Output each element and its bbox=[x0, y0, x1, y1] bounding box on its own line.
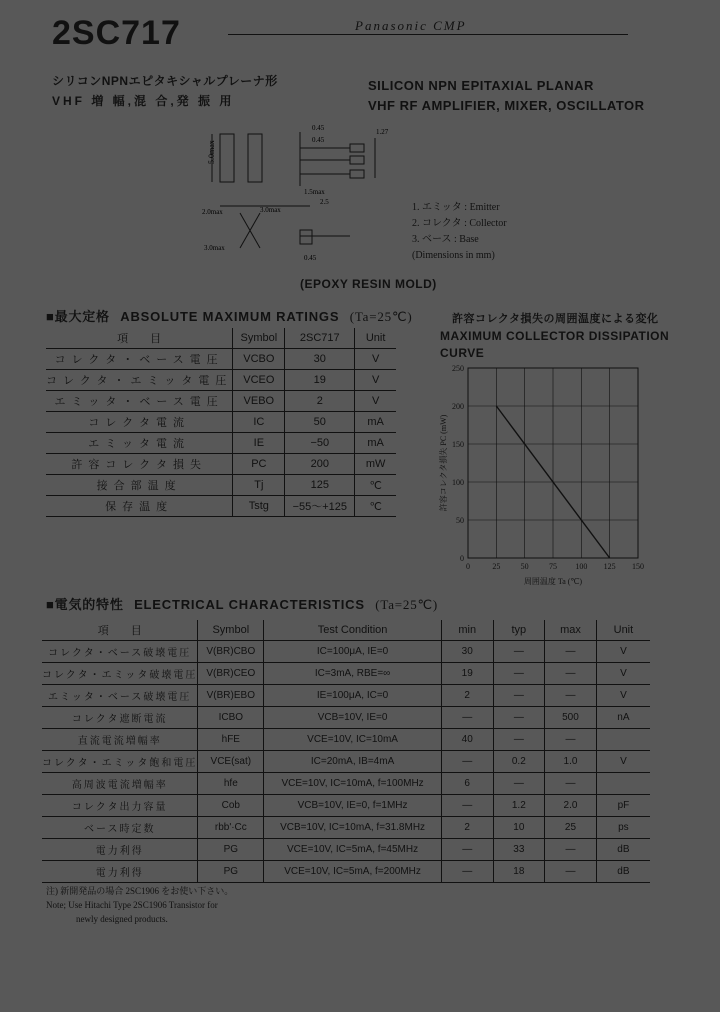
table-cell-typ: — bbox=[493, 685, 545, 707]
table-cell-symbol: V(BR)CEO bbox=[198, 663, 264, 685]
table-cell-cond: IC=20mA, IB=4mA bbox=[264, 751, 442, 773]
dim-label: 1.5max bbox=[304, 188, 325, 196]
elec-table bbox=[42, 620, 650, 883]
table-cell-unit: ℃ bbox=[355, 496, 396, 517]
table-cell-unit: V bbox=[355, 370, 396, 391]
dissipation-chart bbox=[436, 360, 656, 590]
dim-label: 0.45 bbox=[312, 136, 325, 144]
pin-emitter: 1. エミッタ : Emitter bbox=[412, 202, 500, 213]
table-cell-max: — bbox=[545, 685, 597, 707]
abs-max-title-jp: ■最大定格 bbox=[46, 309, 110, 324]
table-row bbox=[42, 795, 650, 817]
table-cell-unit bbox=[596, 729, 650, 751]
table-cell-unit: ps bbox=[596, 817, 650, 839]
table-cell-typ: — bbox=[493, 641, 545, 663]
table-cell-unit: dB bbox=[596, 839, 650, 861]
table-cell-typ: 18 bbox=[493, 861, 545, 883]
table-cell-symbol: Cob bbox=[198, 795, 264, 817]
table-row bbox=[42, 839, 650, 861]
table-row bbox=[46, 433, 396, 454]
table-cell-item: コレクタ・ベース破壊電圧 bbox=[42, 641, 198, 663]
dim-label: 3.0max bbox=[260, 206, 281, 214]
column-header: Unit bbox=[596, 620, 650, 641]
table-cell-symbol: VEBO bbox=[233, 391, 285, 412]
table-cell-item: 許容コレクタ損失 bbox=[46, 454, 233, 475]
table-cell-item: 接合部温度 bbox=[46, 475, 233, 496]
table-cell-unit: V bbox=[355, 349, 396, 370]
table-cell-max: 2.0 bbox=[545, 795, 597, 817]
table-cell-symbol: ICBO bbox=[198, 707, 264, 729]
y-tick-label: 0 bbox=[460, 554, 464, 563]
table-cell-symbol: IE bbox=[233, 433, 285, 454]
dim-label: 0.45 bbox=[304, 254, 317, 262]
table-row bbox=[46, 391, 396, 412]
table-row bbox=[46, 496, 396, 517]
table-cell-unit: mW bbox=[355, 454, 396, 475]
table-cell-typ: 10 bbox=[493, 817, 545, 839]
table-cell-symbol: Tstg bbox=[233, 496, 285, 517]
table-cell-value: 50 bbox=[285, 412, 355, 433]
table-cell-value: 30 bbox=[285, 349, 355, 370]
part-number: 2SC717 bbox=[52, 14, 181, 52]
table-cell-value: −50 bbox=[285, 433, 355, 454]
table-cell-min: — bbox=[441, 839, 493, 861]
table-cell-max: 25 bbox=[545, 817, 597, 839]
table-cell-cond: VCE=10V, IC=10mA, f=100MHz bbox=[264, 773, 442, 795]
table-cell-symbol: VCE(sat) bbox=[198, 751, 264, 773]
column-header: min bbox=[441, 620, 493, 641]
column-header: Unit bbox=[355, 328, 396, 349]
table-cell-item: 高周波電流増幅率 bbox=[42, 773, 198, 795]
table-cell-item: コレクタ電流 bbox=[46, 412, 233, 433]
note-jp: 注) 新開発品の場合 2SC1906 をお使い下さい。 bbox=[46, 886, 234, 896]
column-header: 項 目 bbox=[42, 620, 198, 641]
table-cell-symbol: rbb'·Cc bbox=[198, 817, 264, 839]
table-row bbox=[46, 454, 396, 475]
column-header: max bbox=[545, 620, 597, 641]
table-cell-unit: mA bbox=[355, 433, 396, 454]
table-cell-typ: 1.2 bbox=[493, 795, 545, 817]
table-cell-item: コレクタ遮断電流 bbox=[42, 707, 198, 729]
x-tick-label: 125 bbox=[603, 562, 616, 571]
pin-collector: 2. コレクタ : Collector bbox=[412, 218, 507, 229]
table-row bbox=[46, 412, 396, 433]
table-cell-min: 6 bbox=[441, 773, 493, 795]
table-cell-unit: V bbox=[596, 663, 650, 685]
table-cell-min: — bbox=[441, 707, 493, 729]
table-cell-cond: VCB=10V, IE=0 bbox=[264, 707, 442, 729]
elec-title bbox=[46, 594, 438, 613]
table-cell-cond: IE=100μA, IC=0 bbox=[264, 685, 442, 707]
table-cell-cond: VCE=10V, IC=5mA, f=45MHz bbox=[264, 839, 442, 861]
table-cell-typ: 33 bbox=[493, 839, 545, 861]
pin-list bbox=[412, 200, 507, 264]
table-row bbox=[42, 707, 650, 729]
x-tick-label: 150 bbox=[632, 562, 644, 571]
en-use: VHF RF AMPLIFIER, MIXER, OSCILLATOR bbox=[368, 98, 645, 113]
table-cell-typ: — bbox=[493, 773, 545, 795]
table-cell-symbol: Tj bbox=[233, 475, 285, 496]
dim-label: 2.0max bbox=[202, 208, 223, 216]
abs-max-title bbox=[46, 306, 413, 325]
table-cell-item: コレクタ出力容量 bbox=[42, 795, 198, 817]
dim-label: 3.0max bbox=[204, 244, 225, 252]
table-cell-symbol: VCBO bbox=[233, 349, 285, 370]
table-cell-typ: 0.2 bbox=[493, 751, 545, 773]
table-cell-unit bbox=[596, 773, 650, 795]
y-tick-label: 150 bbox=[452, 440, 464, 449]
elec-cond: (Ta=25℃) bbox=[375, 597, 439, 612]
table-row bbox=[42, 773, 650, 795]
table-cell-max: — bbox=[545, 641, 597, 663]
curve-title-en: MAXIMUM COLLECTOR DISSIPATION CURVE bbox=[440, 329, 670, 360]
table-cell-value: 125 bbox=[285, 475, 355, 496]
table-cell-min: 2 bbox=[441, 685, 493, 707]
table-row bbox=[42, 641, 650, 663]
table-cell-unit: nA bbox=[596, 707, 650, 729]
table-cell-cond: IC=100μA, IE=0 bbox=[264, 641, 442, 663]
table-row bbox=[42, 685, 650, 707]
dim-label: 5.0max bbox=[207, 140, 216, 164]
x-tick-label: 25 bbox=[492, 562, 501, 571]
table-cell-item: エミッタ電流 bbox=[46, 433, 233, 454]
table-cell-min: — bbox=[441, 751, 493, 773]
title-rule bbox=[228, 34, 628, 35]
column-header: 2SC717 bbox=[285, 328, 355, 349]
dim-label: 2.5 bbox=[320, 198, 329, 206]
column-header: Test Condition bbox=[264, 620, 442, 641]
table-cell-item: コレクタ・エミッタ飽和電圧 bbox=[42, 751, 198, 773]
table-cell-min: 40 bbox=[441, 729, 493, 751]
table-cell-unit: V bbox=[596, 751, 650, 773]
table-row bbox=[46, 475, 396, 496]
table-header-row bbox=[42, 620, 650, 641]
table-cell-item: エミッタ・ベース破壊電圧 bbox=[42, 685, 198, 707]
table-cell-symbol: PC bbox=[233, 454, 285, 475]
table-row bbox=[42, 751, 650, 773]
y-axis-label: 許容コレクタ損失 PC (mW) bbox=[439, 414, 448, 512]
table-cell-item: コレクタ・エミッタ電圧 bbox=[46, 370, 233, 391]
table-cell-min: — bbox=[441, 861, 493, 883]
table-cell-item: 電力利得 bbox=[42, 861, 198, 883]
table-cell-item: エミッタ・ベース電圧 bbox=[46, 391, 233, 412]
table-cell-cond: IC=3mA, RBE=∞ bbox=[264, 663, 442, 685]
table-row bbox=[42, 729, 650, 751]
table-cell-max: — bbox=[545, 861, 597, 883]
column-header: Symbol bbox=[198, 620, 264, 641]
abs-max-table bbox=[46, 328, 396, 517]
x-tick-label: 50 bbox=[520, 562, 529, 571]
elec-title-en: ELECTRICAL CHARACTERISTICS bbox=[134, 597, 365, 612]
notes bbox=[46, 884, 233, 926]
table-row bbox=[42, 817, 650, 839]
table-cell-typ: — bbox=[493, 729, 545, 751]
table-row bbox=[46, 349, 396, 370]
table-cell-value: 200 bbox=[285, 454, 355, 475]
table-cell-cond: VCB=10V, IC=10mA, f=31.8MHz bbox=[264, 817, 442, 839]
table-cell-max: 500 bbox=[545, 707, 597, 729]
table-row bbox=[42, 861, 650, 883]
table-cell-item: コレクタ・エミッタ破壊電圧 bbox=[42, 663, 198, 685]
package-mold: (EPOXY RESIN MOLD) bbox=[300, 277, 437, 291]
table-cell-symbol: PG bbox=[198, 861, 264, 883]
table-cell-max: 1.0 bbox=[545, 751, 597, 773]
table-cell-unit: mA bbox=[355, 412, 396, 433]
table-cell-unit: dB bbox=[596, 861, 650, 883]
en-type: SILICON NPN EPITAXIAL PLANAR bbox=[368, 78, 594, 93]
pin-base: 3. ベース : Base bbox=[412, 234, 479, 245]
table-row bbox=[42, 663, 650, 685]
package-outline-drawing bbox=[200, 118, 400, 273]
y-tick-label: 100 bbox=[452, 478, 464, 487]
table-cell-min: 2 bbox=[441, 817, 493, 839]
abs-max-cond: (Ta=25℃) bbox=[349, 309, 413, 324]
table-cell-symbol: V(BR)EBO bbox=[198, 685, 264, 707]
table-cell-unit: V bbox=[596, 685, 650, 707]
table-cell-symbol: VCEO bbox=[233, 370, 285, 391]
table-cell-cond: VCE=10V, IC=10mA bbox=[264, 729, 442, 751]
table-cell-item: 電力利得 bbox=[42, 839, 198, 861]
elec-title-jp: ■電気的特性 bbox=[46, 597, 124, 612]
curve-title-jp: 許容コレクタ損失の周囲温度による変化 bbox=[452, 313, 659, 325]
table-cell-cond: VCB=10V, IE=0, f=1MHz bbox=[264, 795, 442, 817]
table-cell-item: ベース時定数 bbox=[42, 817, 198, 839]
table-cell-max: — bbox=[545, 663, 597, 685]
dimension-note: (Dimensions in mm) bbox=[412, 250, 495, 261]
table-cell-symbol: hFE bbox=[198, 729, 264, 751]
table-cell-value: 19 bbox=[285, 370, 355, 391]
table-header-row bbox=[46, 328, 396, 349]
table-cell-max: — bbox=[545, 773, 597, 795]
table-cell-unit: V bbox=[596, 641, 650, 663]
table-cell-symbol: V(BR)CBO bbox=[198, 641, 264, 663]
table-cell-unit: V bbox=[355, 391, 396, 412]
table-cell-min: 30 bbox=[441, 641, 493, 663]
table-cell-item: 直流電流増幅率 bbox=[42, 729, 198, 751]
table-cell-unit: pF bbox=[596, 795, 650, 817]
table-cell-unit: ℃ bbox=[355, 475, 396, 496]
column-header: 項 目 bbox=[46, 328, 233, 349]
table-cell-max: — bbox=[545, 839, 597, 861]
table-cell-item: コレクタ・ベース電圧 bbox=[46, 349, 233, 370]
table-row bbox=[46, 370, 396, 391]
dim-label: 0.45 bbox=[312, 124, 325, 132]
x-tick-label: 0 bbox=[466, 562, 470, 571]
column-header: Symbol bbox=[233, 328, 285, 349]
table-cell-item: 保存温度 bbox=[46, 496, 233, 517]
table-cell-symbol: PG bbox=[198, 839, 264, 861]
table-cell-symbol: hfe bbox=[198, 773, 264, 795]
note-en-2: newly designed products. bbox=[76, 914, 168, 924]
x-axis-label: 周囲温度 Ta (℃) bbox=[523, 577, 583, 586]
table-cell-typ: — bbox=[493, 663, 545, 685]
x-tick-label: 75 bbox=[549, 562, 557, 571]
table-cell-typ: — bbox=[493, 707, 545, 729]
dim-label: 1.27 bbox=[376, 128, 389, 136]
jp-type: シリコンNPNエピタキシャルプレーナ形 bbox=[52, 74, 278, 88]
y-tick-label: 50 bbox=[456, 516, 464, 525]
table-cell-min: 19 bbox=[441, 663, 493, 685]
handwritten-note: Panasonic CMP bbox=[355, 18, 467, 33]
table-cell-cond: VCE=10V, IC=5mA, f=200MHz bbox=[264, 861, 442, 883]
table-cell-min: — bbox=[441, 795, 493, 817]
table-cell-value: −55〜+125 bbox=[285, 496, 355, 517]
column-header: typ bbox=[493, 620, 545, 641]
note-en-1: Note; Use Hitachi Type 2SC1906 Transistor for bbox=[46, 900, 218, 910]
x-tick-label: 100 bbox=[575, 562, 588, 571]
y-tick-label: 250 bbox=[452, 364, 464, 373]
table-cell-symbol: IC bbox=[233, 412, 285, 433]
y-tick-label: 200 bbox=[452, 402, 464, 411]
table-cell-value: 2 bbox=[285, 391, 355, 412]
table-cell-max: — bbox=[545, 729, 597, 751]
jp-use: VHF 増 幅,混 合,発 振 用 bbox=[52, 94, 235, 108]
abs-max-title-en: ABSOLUTE MAXIMUM RATINGS bbox=[120, 309, 340, 324]
